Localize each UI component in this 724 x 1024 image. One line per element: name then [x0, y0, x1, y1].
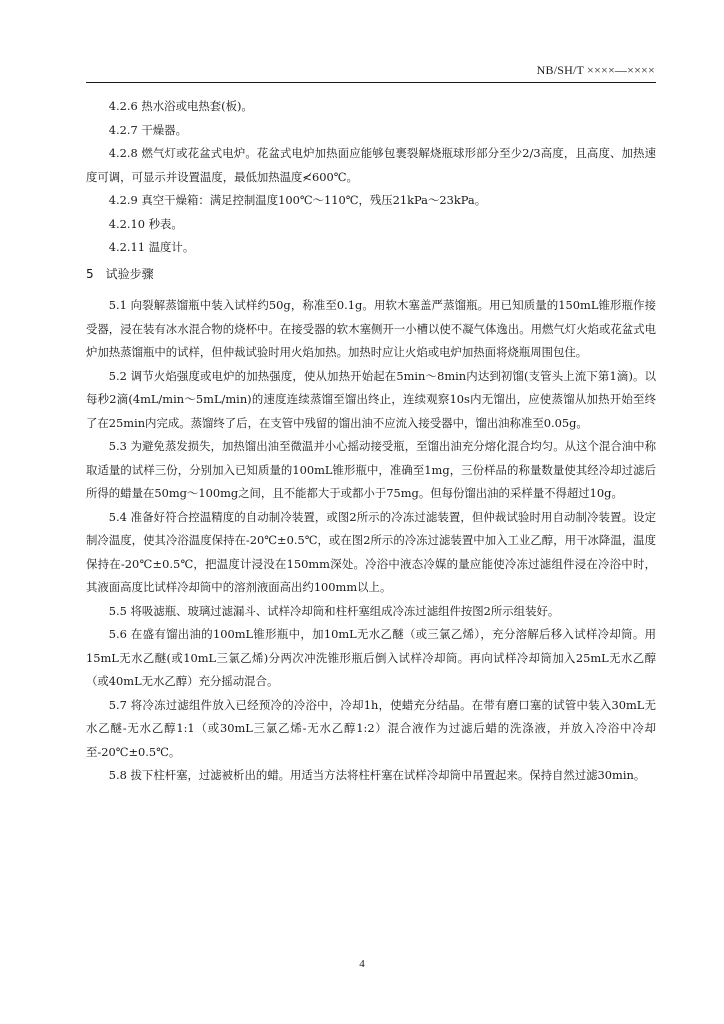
procedure-paragraph: 5.7 将冷冻过滤组件放入已经预冷的冷浴中，冷却1h，使蜡充分结晶。在带有磨口塞的试管中装入30mL无水乙醚-无水乙醇1:1（或30mL三氯乙烯-无水乙醇1:2）混合液作为过滤后蜡的洗涤液，并放入冷浴中冷却至-20℃±0.5℃。	[86, 697, 656, 759]
procedure-paragraph: 5.5 将吸滤瓶、玻璃过滤漏斗、试样冷却筒和柱杆塞组成冷冻过滤组件按图2所示组装好。	[108, 603, 560, 618]
equipment-item: 4.2.9 真空干燥箱：满足控制温度100℃～110℃，残压21kPa～23kPa。	[108, 193, 487, 207]
procedure-paragraph: 5.8 拔下柱杆塞，过滤被析出的蜡。用适当方法将柱杆塞在试样冷却筒中吊置起来。保持自然过滤30min。	[108, 768, 646, 782]
header-rule	[86, 82, 656, 83]
page-number: 4	[359, 958, 365, 970]
document-body	[86, 95, 656, 788]
document-code-header: NB/SH/T ××××—××××	[536, 63, 655, 77]
equipment-item: 4.2.8 燃气灯或花盆式电炉。花盆式电炉加热面应能够包裹裂解烧瓶球形部分至少2/3高度，且高度、加热速度可调，可显示并设置温度，最低加热温度≮600℃。	[86, 146, 656, 184]
equipment-item: 4.2.11 温度计。	[108, 240, 195, 254]
section-heading: 5 试验步骤	[86, 266, 154, 281]
procedure-paragraph: 5.4 准备好符合控温精度的自动制冷装置，或图2所示的冷冻过滤装置，但仲裁试验时用自动制冷装置。设定制冷温度，使其冷浴温度保持在-20℃±0.5℃，或在图2所示的冷冻过滤装置中加入工业乙醇，用干冰降温，温度保持在-20℃±0.5℃，把温度计浸没在150mm深处。冷浴中液态冷媒的量应能使冷冻过滤组件浸在冷浴中时，其液面高度比试样冷却筒中的溶剂液面高出约100mm以上。	[86, 509, 656, 594]
procedure-paragraph: 5.3 为避免蒸发损失，加热馏出油至微温并小心摇动接受瓶，至馏出油充分熔化混合均匀。从这个混合油中称取适量的试样三份，分别加入已知质量的100mL锥形瓶中，准确至1mg，三份样品的称量数量使其经冷却过滤后所得的蜡量在50mg～100mg之间，且不能都大于或都小于75mg。但每份馏出油的采样量不得超过10g。	[86, 439, 656, 500]
equipment-item: 4.2.10 秒表。	[108, 216, 183, 231]
equipment-item: 4.2.6 热水浴或电热套(板)。	[108, 99, 253, 113]
procedure-paragraph: 5.6 在盛有馏出油的100mL锥形瓶中，加10mL无水乙醚（或三氯乙烯），充分溶解后移入试样冷却筒。用15mL无水乙醚(或10mL三氯乙烯)分两次冲洗锥形瓶后倒入试样冷却筒。再向试样冷却筒加入25mL无水乙醇（或40mL无水乙醇）充分摇动混合。	[86, 627, 656, 688]
equipment-item: 4.2.7 干燥器。	[108, 122, 187, 137]
procedure-paragraph: 5.1 向裂解蒸馏瓶中装入试样约50g，称准至0.1g。用软木塞盖严蒸馏瓶。用已知质量的150mL锥形瓶作接受器，浸在装有冰水混合物的烧杯中。在接受器的软木塞侧开一小槽以使不凝气体逸出。用燃气灯火焰或花盆式电炉加热蒸馏瓶中的试样，但仲裁试验时用火焰加热。加热时应让火焰或电炉加热面将烧瓶周围包住。	[86, 298, 656, 359]
procedure-paragraph: 5.2 调节火焰强度或电炉的加热强度，使从加热开始起在5min～8min内达到初馏(支管头上流下第1滴)。以每秒2滴(4mL/min～5mL/min)的速度连续蒸馏至馏出终止，连续观察10s内无馏出，应使蒸馏从加热开始至终了在25min内完成。蒸馏终了后，在支管中残留的馏出油不应流入接受器中，馏出油称准至0.05g。	[86, 368, 656, 430]
